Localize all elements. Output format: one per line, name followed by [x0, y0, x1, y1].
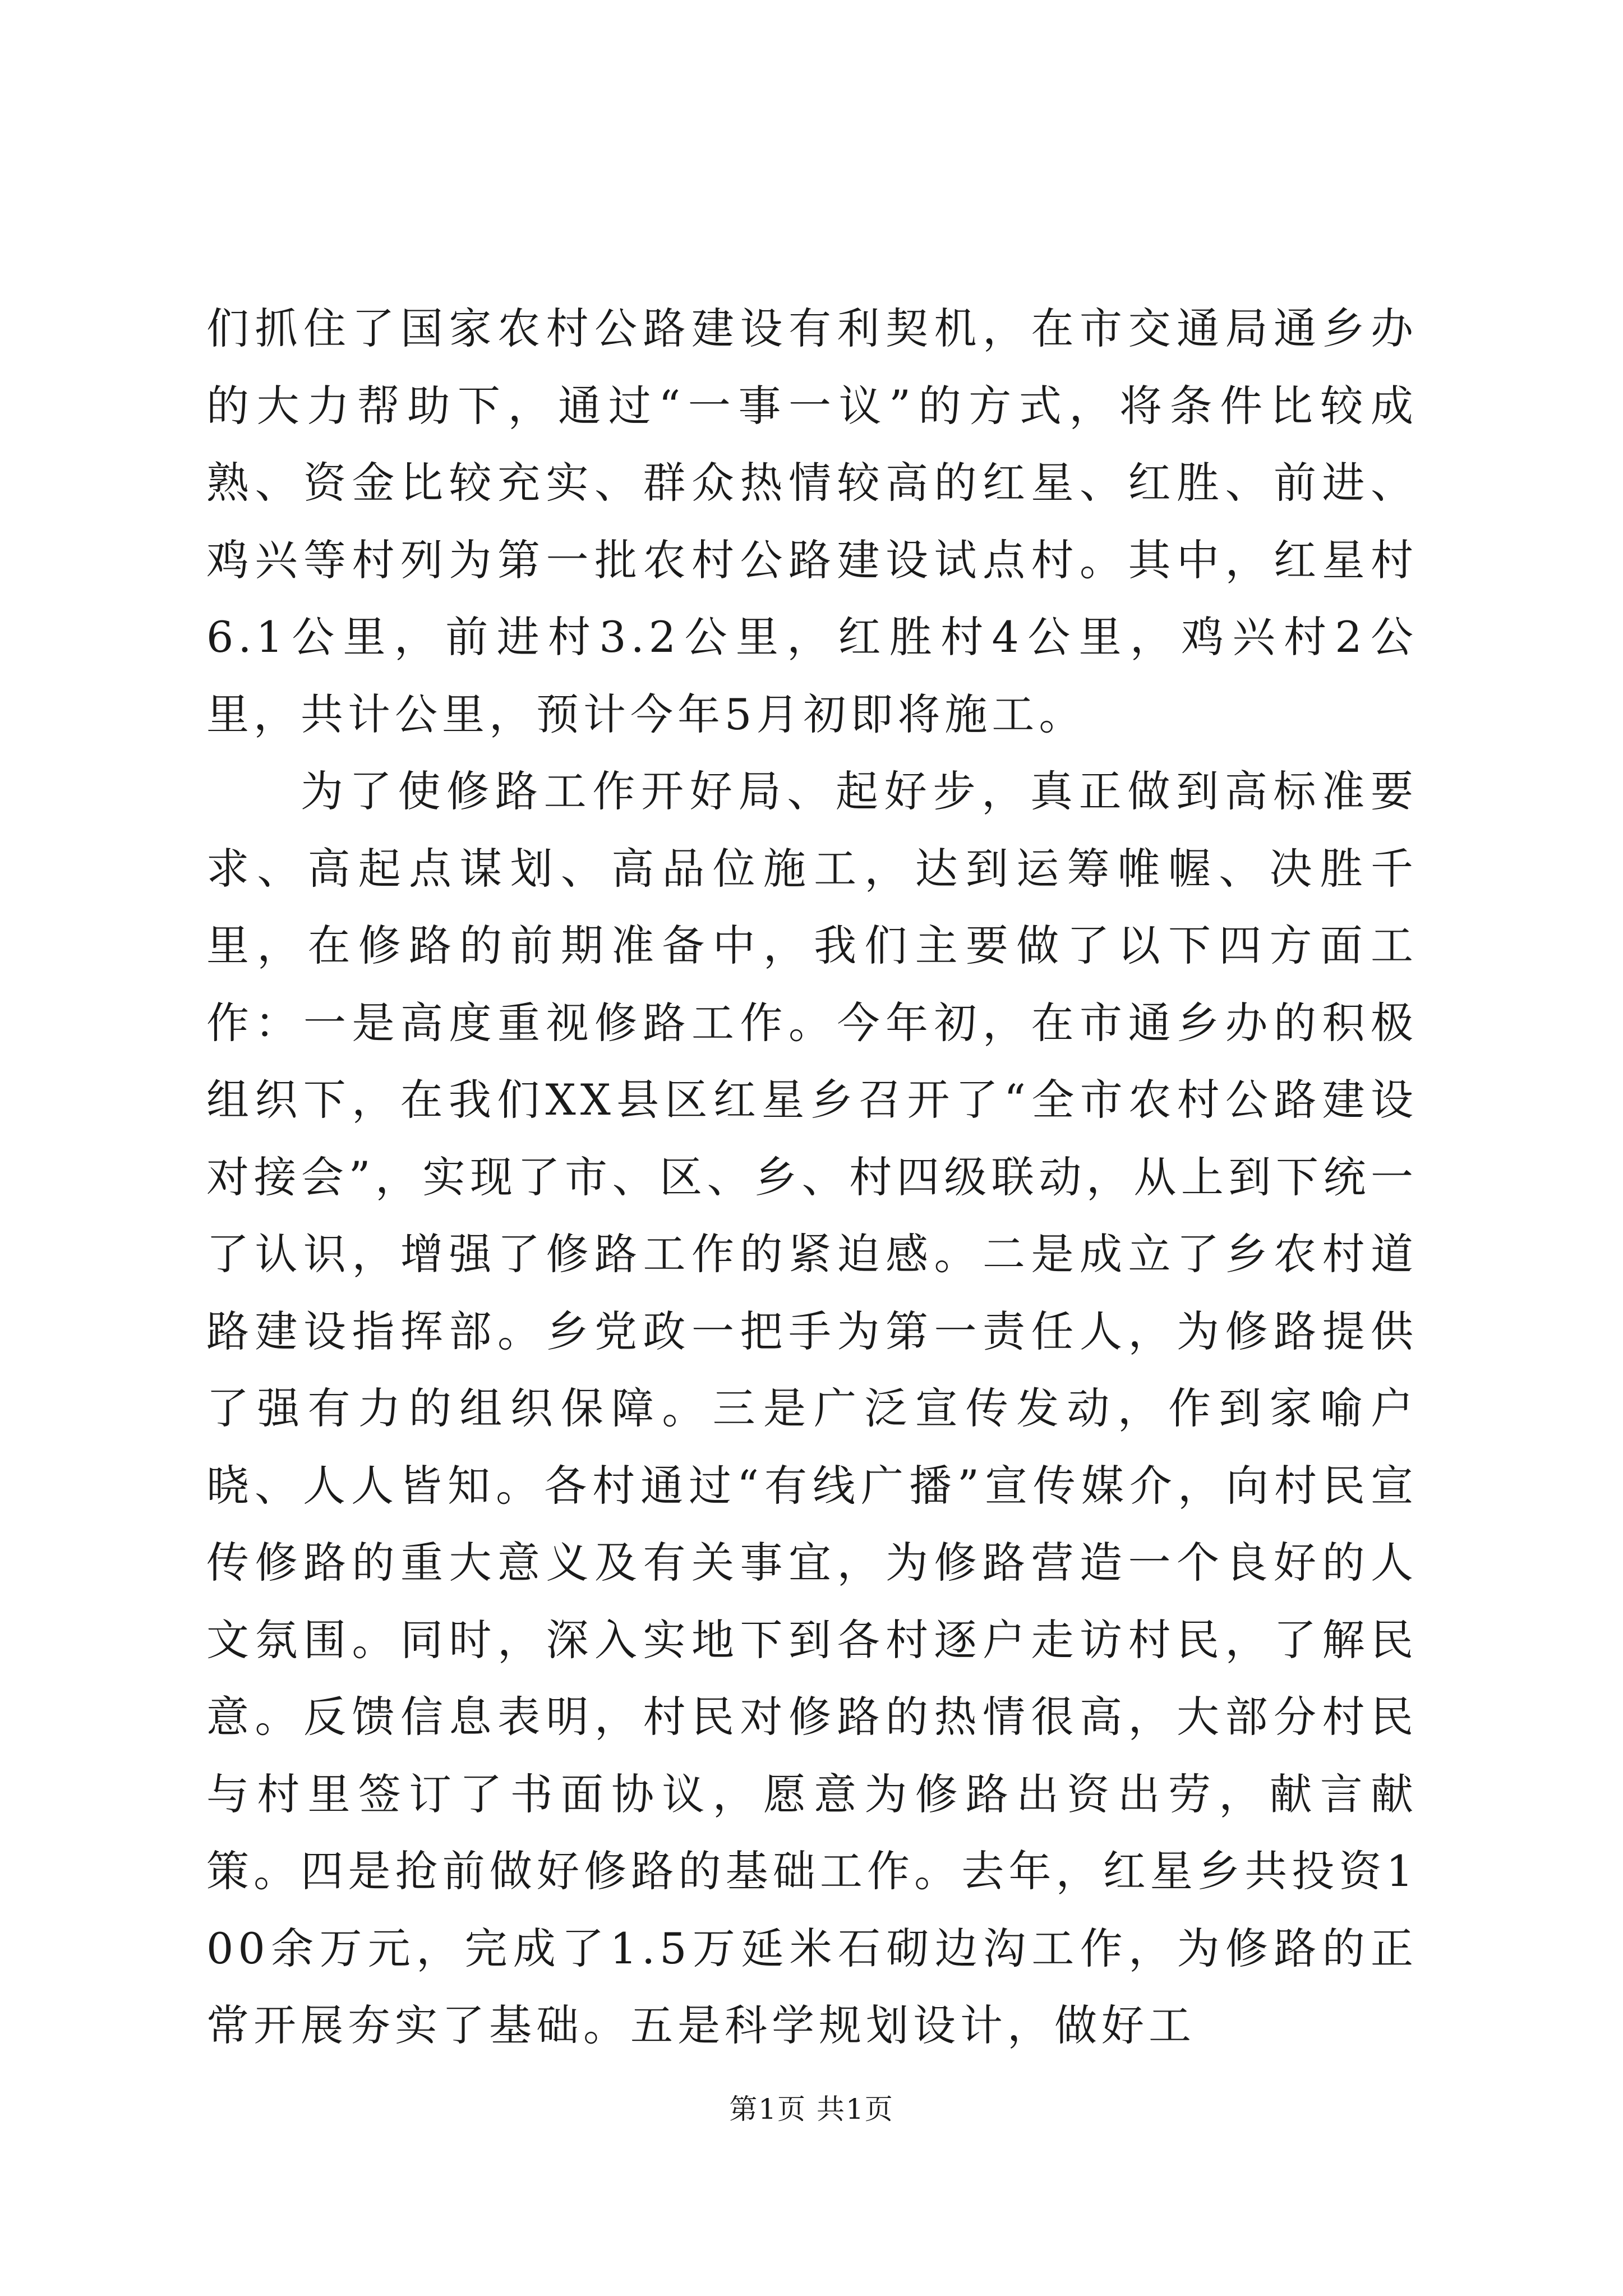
paragraph-2: 为了使修路工作开好局、起好步，真正做到高标准要求、高起点谋划、高品位施工，达到运筹帷幄、决胜千里，在修路的前期准备中，我们主要做了以下四方面工作：一是高度重视修路工作。今年初，在市通乡办的积极组织下，在我们XX县区红星乡召开了“全市农村公路建设对接会”，实现了市、区、乡、村四级联动，从上到下统一了认识，增强了修路工作的紧迫感。二是成立了乡农村道路建设指挥部。乡党政一把手为第一责任人，为修路提供了强有力的组织保障。三是广泛宣传发动，作到家喻户晓、人人皆知。各村通过“有线广播”宣传媒介，向村民宣传修路的重大意义及有关事宜，为修路营造一个良好的人文氛围。同时，深入实地下到各村逐户走访村民，了解民意。反馈信息表明，村民对修路的热情很高，大部分村民与村里签订了书面协议，愿意为修路出资出劳，献言献策。四是抢前做好修路的基础工作。去年，红星乡共投资100余万元，完成了1.5万延米石砌边沟工作，为修路的正常开展夯实了基础。五是科学规划设计，做好工 [206, 766, 1418, 2050]
document-body [206, 290, 1418, 2064]
page-footer: 第1页 共1页 [729, 2093, 894, 2125]
paragraph-1: 们抓住了国家农村公路建设有利契机，在市交通局通乡办的大力帮助下，通过“一事一议”的方式，将条件比较成熟、资金比较充实、群众热情较高的红星、红胜、前进、鸡兴等村列为第一批农村公路建设试点村。其中，红星村6.1公里，前进村3.2公里，红胜村4公里，鸡兴村2公里，共计公里，预计今年5月初即将施工。 [206, 303, 1418, 739]
